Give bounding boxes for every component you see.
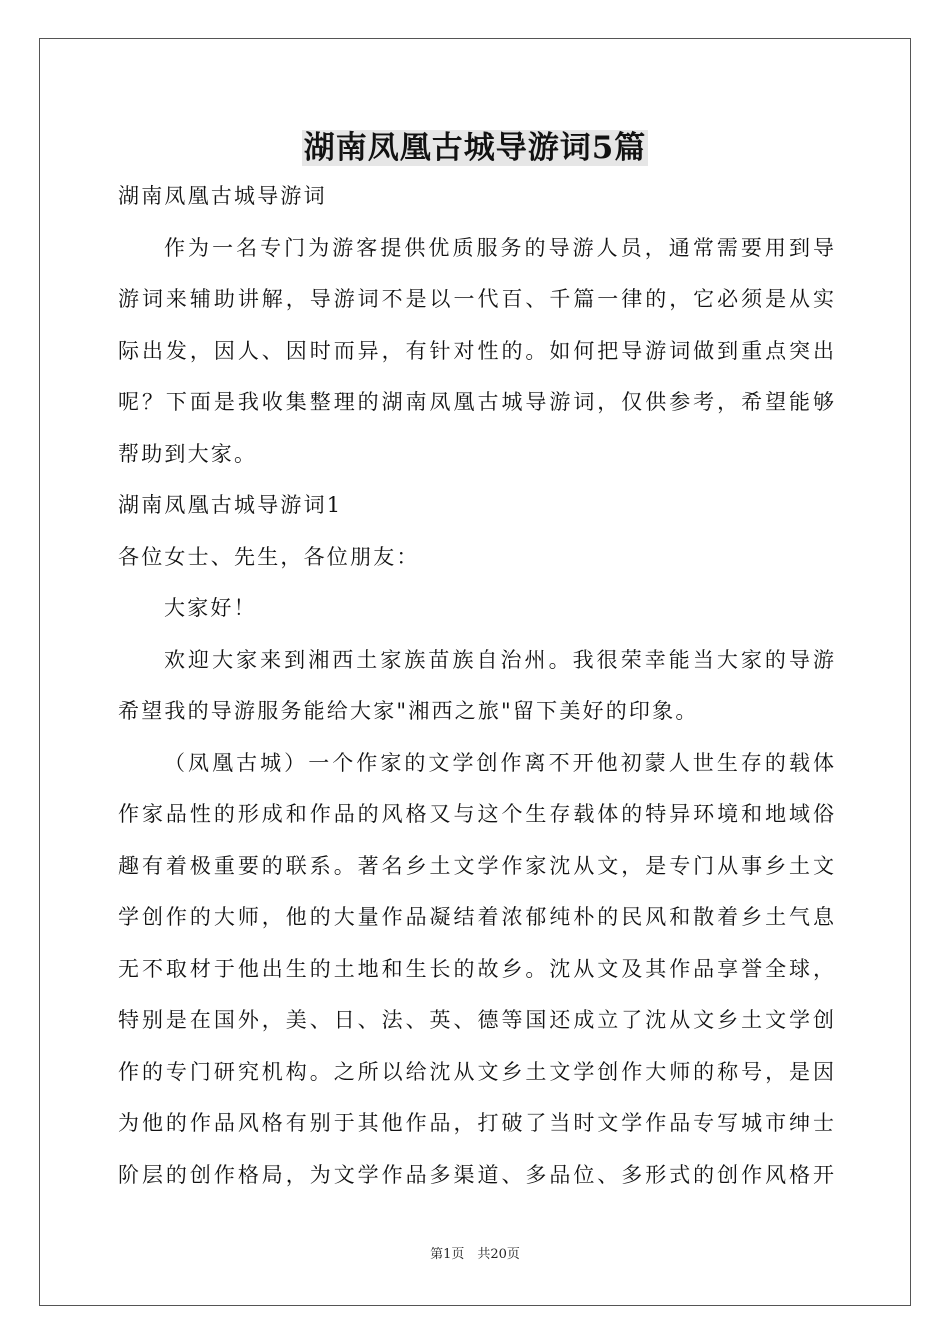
text-line: 希望我的导游服务能给大家"湘西之旅"留下美好的印象。 xyxy=(118,699,699,723)
page-footer: 第1页 共20页 xyxy=(430,1247,520,1262)
text-line: 帮助到大家。 xyxy=(118,441,258,466)
text-line: 呢？下面是我收集整理的湖南凤凰古城导游词，仅供参考，希望能够 xyxy=(118,390,834,414)
text-line: 欢迎大家来到湘西土家族苗族自治州。我很荣幸能当大家的导游 xyxy=(164,647,834,672)
text-line: 作家品性的形成和作品的风格又与这个生存载体的特异环境和地域俗 xyxy=(118,802,834,826)
text-line: 作的专门研究机构。之所以给沈从文乡土文学创作大师的称号，是因 xyxy=(118,1059,834,1084)
text-line: 作为一名专门为游客提供优质服务的导游人员，通常需要用到导 xyxy=(164,235,834,260)
text-line: 无不取材于他出生的土地和生长的故乡。沈从文及其作品享誉全球， xyxy=(118,956,834,981)
text-line: 为他的作品风格有别于其他作品，打破了当时文学作品专写城市绅士 xyxy=(118,1111,834,1135)
text-line: 大家好！ xyxy=(164,596,257,620)
text-line: 湖南凤凰古城导游词1 xyxy=(118,493,343,517)
text-line: （凤凰古城）一个作家的文学创作离不开他初蒙人世生存的载体 xyxy=(164,750,834,775)
text-line: 特别是在国外，美、日、法、英、德等国还成立了沈从文乡土文学创 xyxy=(118,1008,834,1032)
text-line: 趣有着极重要的联系。著名乡土文学作家沈从文，是专门从事乡土文 xyxy=(118,853,834,878)
document-title xyxy=(0,122,950,174)
text-line: 游词来辅助讲解，导游词不是以一代百、千篇一律的，它必须是从实 xyxy=(118,287,834,311)
text-line: 各位女士、先生，各位朋友： xyxy=(118,544,420,569)
document-body xyxy=(118,171,834,1201)
text-line: 阶层的创作格局，为文学作品多渠道、多品位、多形式的创作风格开 xyxy=(118,1162,834,1187)
text-line: 际出发，因人、因时而异，有针对性的。如何把导游词做到重点突出 xyxy=(118,338,834,363)
document-title-text: 湖南凤凰古城导游词5篇 xyxy=(303,130,647,166)
text-line: 湖南凤凰古城导游词 xyxy=(118,184,327,208)
text-line: 学创作的大师，他的大量作品凝结着浓郁纯朴的民风和散着乡土气息 xyxy=(118,905,834,929)
